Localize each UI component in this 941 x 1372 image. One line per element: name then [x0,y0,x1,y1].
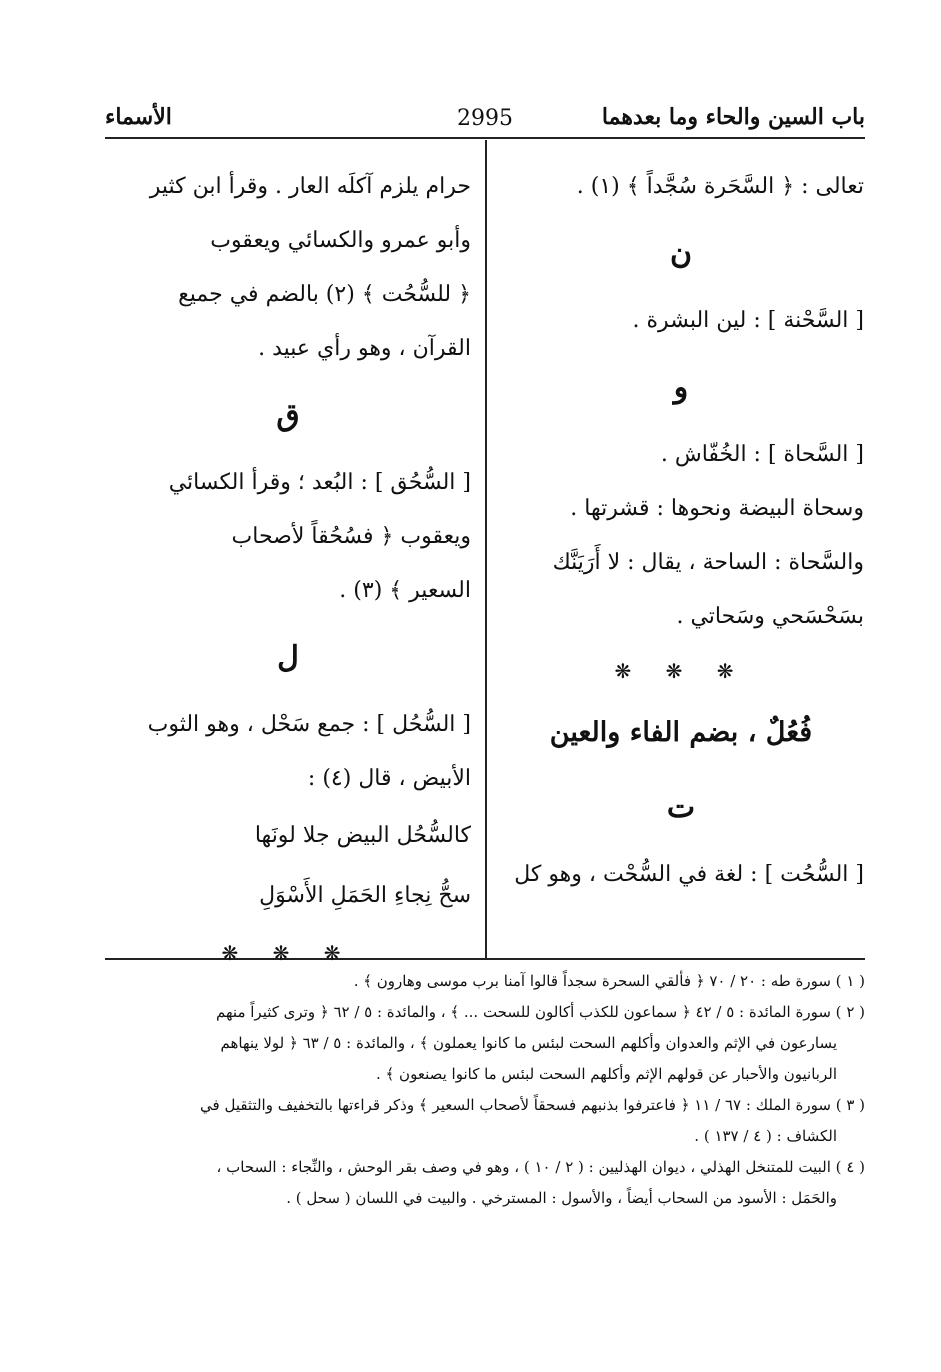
footnote-1: ( ١ ) سورة طه : ٢٠ / ٧٠ ﴿ فألقي السحرة سجداً قالوا آمنا برب موسى وهارون ﴾ . [353,972,865,990]
text-line: ﴿ للسُّحُت ﴾ (٢) بالضم في جميع [178,282,471,307]
footnote-2-continued: الربانيون والأحبار عن قولهم الإثم وأكلهم السحت لبئس ما كانوا يصنعون ﴾ . [375,1065,837,1083]
text-line: وأبو عمرو والكسائي ويعقوب [210,228,471,253]
footnote-4: ( ٤ ) البيت للمتنخل الهذلي ، ديوان الهذليين : ( ٢ / ١٠ ) ، وهو في وصف بقر الوحش ، والنِّجاء : السحاب ، [216,1158,865,1176]
entry-suhut: [ السُّحُت ] : لغة في السُّحْت ، وهو كل [514,862,864,887]
letter-heading-lam: ل [277,640,299,675]
letter-heading-ta: ت [666,790,696,825]
page-number: 2995 [457,106,513,131]
text-line: بسَحْسَحي وسَحاتي . [676,604,864,629]
letter-heading-waw: و [673,370,689,405]
text-line: الأبيض ، قال (٤) : [307,766,471,791]
poem-verse: سحُّ نِجاءِ الحَمَلِ الأَسْوَلِ [259,883,471,908]
entry-suhul: [ السُّحُل ] : جمع سَحْل ، وهو الثوب [147,712,471,737]
section-title: الأسماء [105,104,172,130]
section-separator: ❋ ❋ ❋ [221,941,355,965]
section-heading: فُعُلٌ ، بضم الفاء والعين [549,717,813,748]
section-separator: ❋ ❋ ❋ [614,659,748,683]
footnote-4-continued: والحَمَل : الأسود من السحاب أيضاً ، والأسول : المسترخي . والبيت في اللسان ( سحل ) . [286,1189,837,1207]
text-line: القرآن ، وهو رأي عبيد . [258,336,471,361]
column-divider [485,140,487,958]
entry-sahna: [ السَّحْنة ] : لين البشرة . [632,308,864,333]
footnote-3-continued: الكشاف : ( ٤ / ١٣٧ ) . [694,1127,837,1145]
text-line: السعير ﴾ (٣) . [339,578,471,603]
footnote-3: ( ٣ ) سورة الملك : ٦٧ / ١١ ﴿ فاعترفوا بذنبهم فسحقاً لأصحاب السعير ﴾ وذكر قراءتها بالتخفيف والتثقيل في [200,1096,865,1114]
text-line: تعالى : ﴿ السَّحَرة سُجَّداً ﴾ (١) . [576,174,864,199]
text-line: وسحاة البيضة ونحوها : قشرتها . [570,496,864,521]
header-rule [105,137,865,139]
letter-heading-nun: ن [669,236,693,271]
footnote-2: ( ٢ ) سورة المائدة : ٥ / ٤٢ ﴿ سماعون للكذب أكالون للسحت ... ﴾ ، والمائدة : ٥ / ٦٢ ﴿ وترى كثيراً منهم [216,1003,865,1021]
text-line: ويعقوب ﴿ فسُحُقاً لأصحاب [231,524,471,549]
chapter-title: باب السين والحاء وما بعدهما [601,104,865,130]
poem-verse: كالسُّحُل البيض جلا لونَها [254,823,471,848]
left-column [105,160,471,980]
footnote-2-continued: يسارعون في الإثم والعدوان وأكلهم السحت لبئس ما كانوا يعملون ﴾ ، والمائدة : ٥ / ٦٣ ﴿ لولا ينهاهم [220,1034,837,1052]
text-line: حرام يلزم آكلَه العار . وقرأ ابن كثير [149,174,471,199]
page-header [105,104,865,138]
entry-sahat: [ السَّحاة ] : الخُفّاش . [660,442,864,467]
entry-suhuq: [ السُّحُق ] : البُعد ؛ وقرأ الكسائي [168,470,471,495]
footnotes [100,966,865,1214]
text-line: والسَّحاة : الساحة ، يقال : لا أَرَيَنَّك [552,550,864,575]
right-column [498,160,864,902]
letter-heading-qaf: ق [276,398,300,433]
